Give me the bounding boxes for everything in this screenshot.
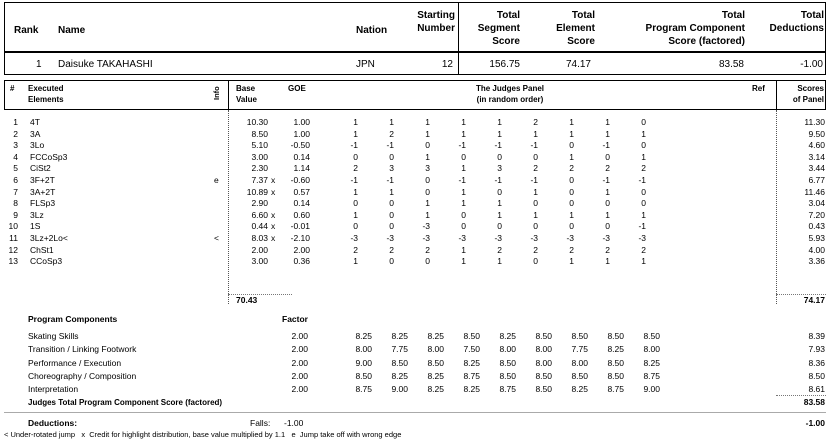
component-judge-score: 8.00	[355, 344, 372, 355]
hdr-pcs-3: Score (factored)	[668, 36, 745, 47]
judge-score: -3	[530, 233, 538, 243]
judge-score: -3	[566, 233, 574, 243]
element-base-value: 0.44	[251, 221, 268, 232]
judge-score: 0	[425, 140, 430, 151]
element-code: FLSp3	[30, 198, 56, 209]
judge-score: -1	[494, 140, 502, 151]
judge-score: -1	[602, 140, 610, 151]
elements-score-total: 74.17	[803, 295, 825, 305]
element-base-value: 2.30	[251, 163, 268, 174]
component-judge-score: 8.25	[499, 331, 516, 341]
judge-score: 0	[533, 221, 538, 232]
judge-score: 2	[641, 163, 646, 174]
component-judge-score: 9.00	[391, 384, 408, 395]
judge-score: 1	[533, 186, 538, 197]
judge-score: 0	[353, 221, 358, 232]
judge-score: -1	[638, 221, 646, 232]
judge-score: 1	[497, 117, 502, 127]
judge-score: -1	[350, 140, 358, 151]
el-hdr-scores-1: Scores	[797, 84, 824, 93]
summary-rank: 1	[36, 59, 42, 70]
judge-score: 1	[353, 209, 358, 220]
component-judge-score: 8.50	[535, 384, 552, 395]
component-judge-score: 8.50	[499, 357, 516, 368]
element-number: 11	[9, 233, 18, 243]
judge-score: 0	[641, 140, 646, 151]
element-base-value: 10.30	[246, 117, 268, 127]
judge-score: 2	[497, 244, 502, 255]
judge-score: 1	[569, 256, 574, 267]
element-goe: 1.00	[293, 128, 310, 139]
judge-score: 0	[389, 209, 394, 220]
judge-score: 0	[533, 256, 538, 267]
component-judge-score: 8.00	[643, 344, 660, 355]
component-judge-score: 8.50	[607, 370, 624, 381]
element-panel-score: 3.04	[808, 198, 825, 209]
hdr-tes-1: Total	[571, 10, 595, 21]
judge-score: 0	[641, 117, 646, 127]
judge-score: 1	[605, 209, 610, 220]
component-name: Transition / Linking Footwork	[28, 344, 137, 355]
element-number: 4	[13, 151, 18, 162]
judge-score: 0	[497, 151, 502, 162]
summary-nation: JPN	[356, 59, 375, 70]
component-judge-score: 8.50	[463, 331, 480, 341]
element-goe: 0.60	[293, 209, 310, 220]
element-number: 1	[13, 117, 18, 127]
element-number: 10	[8, 221, 18, 232]
judge-score: 1	[641, 128, 646, 139]
el-hdr-panel-2: (in random order)	[476, 95, 544, 104]
element-number: 8	[13, 198, 18, 209]
judge-score: 2	[533, 117, 538, 127]
judge-score: 0	[425, 175, 430, 185]
element-code: ChSt1	[30, 244, 54, 255]
el-hdr-goe: GOE	[288, 84, 306, 93]
component-judge-score: 8.00	[499, 344, 516, 355]
element-code: 4T	[30, 117, 40, 127]
component-judge-score: 8.25	[643, 357, 660, 368]
component-judge-score: 8.75	[463, 370, 480, 381]
judge-score: -3	[458, 233, 466, 243]
judge-score: 2	[389, 244, 394, 255]
el-hdr-info: Info	[212, 86, 221, 100]
component-name: Performance / Execution	[28, 357, 122, 368]
judge-score: 1	[461, 186, 466, 197]
component-judge-score: 8.25	[571, 384, 588, 395]
judge-score: 1	[425, 151, 430, 162]
hdr-tes-3: Score	[567, 36, 595, 47]
base-value-total: 70.43	[236, 295, 258, 305]
element-base-value: 2.90	[251, 198, 268, 209]
component-judge-score: 8.50	[571, 331, 588, 341]
judge-score: -3	[422, 221, 430, 232]
judge-score: 0	[497, 221, 502, 232]
elements-header-box	[4, 80, 826, 110]
element-number: 3	[13, 140, 18, 151]
judge-score: 2	[425, 244, 430, 255]
element-code: 3Lo	[30, 140, 45, 151]
judge-score: 1	[461, 244, 466, 255]
element-base-value: 3.00	[251, 151, 268, 162]
judge-score: 1	[425, 128, 430, 139]
element-goe: 0.36	[293, 256, 310, 267]
element-bonus-flag: x	[271, 209, 276, 220]
component-factor: 2.00	[291, 331, 308, 341]
judge-score: 0	[389, 256, 394, 267]
component-judge-score: 8.25	[427, 331, 444, 341]
judge-score: 1	[353, 256, 358, 267]
element-panel-score: 0.43	[808, 221, 825, 232]
judge-score: 2	[605, 163, 610, 174]
judge-score: -3	[638, 233, 646, 243]
element-base-value: 10.89	[246, 186, 268, 197]
hdr-pcs-1: Total	[721, 10, 745, 21]
component-factor: 2.00	[291, 357, 308, 368]
judge-score: -1	[602, 175, 610, 185]
judge-score: -1	[458, 140, 466, 151]
hdr-pcs-2: Program Component	[645, 23, 745, 34]
element-base-value: 8.03	[251, 233, 268, 243]
element-info: e	[214, 175, 219, 185]
el-hdr-scores-2: of Panel	[792, 95, 824, 104]
component-judge-score: 8.25	[355, 331, 372, 341]
component-judge-score: 8.25	[607, 344, 624, 355]
component-judge-score: 8.75	[355, 384, 372, 395]
footnote: < Under-rotated jump x Credit for highlight distribution, base value multiplied by 1.1 e Jump take off with wrong edge	[4, 430, 402, 439]
judge-score: 0	[353, 151, 358, 162]
el-hdr-base-1: Base	[236, 84, 256, 93]
component-judge-score: 8.25	[427, 370, 444, 381]
judge-score: 1	[425, 209, 430, 220]
hdr-rank: Rank	[14, 25, 39, 36]
judge-score: 1	[569, 151, 574, 162]
judge-score: 0	[461, 151, 466, 162]
deductions-total: -1.00	[805, 418, 825, 428]
component-score: 8.39	[808, 331, 825, 341]
falls-value: -1.00	[284, 418, 304, 428]
components-total: 83.58	[803, 397, 825, 407]
judge-score: -1	[530, 140, 538, 151]
hdr-tes-2: Element	[556, 23, 595, 34]
judge-score: 2	[389, 128, 394, 139]
hdr-nation: Nation	[356, 25, 388, 36]
judge-score: 1	[461, 163, 466, 174]
judge-score: 1	[641, 256, 646, 267]
element-panel-score: 7.20	[808, 209, 825, 220]
judge-score: 0	[389, 151, 394, 162]
summary-name: Daisuke TAKAHASHI	[58, 59, 153, 70]
judge-score: 2	[533, 244, 538, 255]
judge-score: 3	[497, 163, 502, 174]
component-name: Choreography / Composition	[28, 370, 137, 381]
summary-start: 12	[441, 59, 453, 70]
element-goe: -0.01	[290, 221, 310, 232]
element-code: 3A	[30, 128, 41, 139]
element-panel-score: 11.30	[804, 117, 825, 127]
component-score: 7.93	[808, 344, 825, 355]
component-name: Interpretation	[28, 384, 79, 395]
components-factor-label: Factor	[282, 314, 308, 324]
judge-score: 0	[353, 198, 358, 209]
judge-score: 0	[461, 221, 466, 232]
element-base-value: 8.50	[251, 128, 268, 139]
judge-score: 0	[461, 209, 466, 220]
element-goe: -0.50	[290, 140, 310, 151]
judge-score: 0	[641, 186, 646, 197]
judge-score: 0	[569, 140, 574, 151]
falls-label: Falls:	[250, 418, 271, 428]
component-judge-score: 8.25	[391, 331, 408, 341]
el-hdr-base-2: Value	[236, 95, 257, 104]
component-judge-score: 7.75	[571, 344, 588, 355]
component-judge-score: 8.50	[355, 370, 372, 381]
component-score: 8.50	[808, 370, 825, 381]
judge-score: 0	[605, 221, 610, 232]
summary-ded: -1.00	[800, 59, 823, 70]
element-panel-score: 4.00	[808, 244, 825, 255]
el-hdr-exec-1: Executed	[28, 84, 64, 93]
component-judge-score: 8.50	[427, 357, 444, 368]
judge-score: 2	[353, 163, 358, 174]
component-judge-score: 8.00	[535, 344, 552, 355]
judge-score: 0	[425, 256, 430, 267]
component-judge-score: 8.50	[607, 331, 624, 341]
hdr-ded-1: Total	[800, 10, 824, 21]
element-panel-score: 3.44	[808, 163, 825, 174]
judge-score: 1	[569, 117, 574, 127]
element-panel-score: 4.60	[808, 140, 825, 151]
judge-score: -3	[422, 233, 430, 243]
judge-score: 1	[641, 151, 646, 162]
judge-score: -1	[386, 140, 394, 151]
el-hdr-num: #	[10, 84, 15, 93]
judge-score: 1	[533, 209, 538, 220]
component-judge-score: 8.25	[463, 357, 480, 368]
element-goe: 2.00	[293, 244, 310, 255]
component-judge-score: 9.00	[355, 357, 372, 368]
component-judge-score: 8.25	[463, 384, 480, 395]
element-goe: 1.14	[293, 163, 310, 174]
el-hdr-panel-1: The Judges Panel	[475, 84, 545, 93]
judge-score: 1	[389, 117, 394, 127]
component-judge-score: 8.50	[499, 370, 516, 381]
element-goe: -0.60	[290, 175, 310, 185]
judge-score: -3	[386, 233, 394, 243]
component-factor: 2.00	[291, 384, 308, 395]
judge-score: 1	[533, 128, 538, 139]
summary-pcs: 83.58	[718, 59, 744, 70]
judge-score: -1	[494, 175, 502, 185]
judge-score: 0	[569, 175, 574, 185]
judge-score: 2	[641, 244, 646, 255]
element-number: 2	[13, 128, 18, 139]
summary-tes: 74.17	[565, 59, 591, 70]
element-panel-score: 5.93	[808, 233, 825, 243]
judge-score: 1	[353, 186, 358, 197]
element-panel-score: 6.77	[808, 175, 825, 185]
judge-score: -1	[530, 175, 538, 185]
judge-score: 0	[605, 198, 610, 209]
element-panel-score: 3.14	[808, 151, 825, 162]
judge-score: 0	[389, 221, 394, 232]
element-code: 3Lz+2Lo<	[30, 233, 68, 243]
judge-score: 2	[569, 163, 574, 174]
judge-score: 1	[353, 117, 358, 127]
judge-score: 1	[605, 117, 610, 127]
judge-score: 1	[353, 128, 358, 139]
judge-score: 2	[605, 244, 610, 255]
element-number: 9	[13, 209, 18, 220]
element-base-value: 5.10	[251, 140, 268, 151]
component-judge-score: 7.50	[463, 344, 480, 355]
element-number: 7	[13, 186, 18, 197]
judge-score: -1	[350, 175, 358, 185]
component-name: Skating Skills	[28, 331, 79, 341]
element-goe: 1.00	[293, 117, 310, 127]
judge-score: 1	[461, 198, 466, 209]
components-title: Program Components	[28, 314, 118, 324]
element-goe: 0.14	[293, 151, 310, 162]
element-code: 3Lz	[30, 209, 44, 220]
judge-score: 1	[605, 256, 610, 267]
hdr-ded-2: Deductions	[769, 23, 824, 34]
judge-score: 0	[569, 186, 574, 197]
judge-score: 2	[533, 163, 538, 174]
element-number: 5	[13, 163, 18, 174]
element-goe: 0.14	[293, 198, 310, 209]
judge-score: 3	[389, 163, 394, 174]
element-bonus-flag: x	[271, 186, 276, 197]
judge-score: 1	[605, 128, 610, 139]
judge-score: 0	[533, 198, 538, 209]
element-number: 12	[8, 244, 18, 255]
judge-score: 1	[461, 256, 466, 267]
judge-score: 3	[425, 163, 430, 174]
hdr-start-2: Number	[417, 23, 455, 34]
judge-score: 1	[497, 198, 502, 209]
judge-score: 1	[425, 117, 430, 127]
element-code: CCoSp3	[30, 256, 63, 267]
component-judge-score: 8.50	[535, 331, 552, 341]
judge-score: -1	[386, 175, 394, 185]
component-judge-score: 8.25	[427, 384, 444, 395]
component-score: 8.61	[808, 384, 825, 395]
component-judge-score: 8.00	[571, 357, 588, 368]
element-base-value: 3.00	[251, 256, 268, 267]
element-panel-score: 11.46	[804, 186, 825, 197]
element-base-value: 2.00	[251, 244, 268, 255]
summary-tss: 156.75	[489, 59, 520, 70]
judge-score: 1	[641, 209, 646, 220]
judge-score: 0	[533, 151, 538, 162]
judge-score: 2	[569, 244, 574, 255]
judge-score: 0	[569, 221, 574, 232]
judge-score: -3	[494, 233, 502, 243]
judge-score: 1	[605, 186, 610, 197]
hdr-name: Name	[58, 25, 86, 36]
judge-score: 1	[497, 128, 502, 139]
judge-score: 1	[389, 186, 394, 197]
component-factor: 2.00	[291, 344, 308, 355]
element-bonus-flag: x	[271, 175, 276, 185]
component-judge-score: 7.75	[391, 344, 408, 355]
judge-score: -1	[458, 175, 466, 185]
component-factor: 2.00	[291, 370, 308, 381]
judge-score: 0	[389, 198, 394, 209]
element-bonus-flag: x	[271, 233, 276, 243]
hdr-tss-2: Segment	[477, 23, 520, 34]
judge-score: 2	[353, 244, 358, 255]
judge-score: -3	[602, 233, 610, 243]
component-judge-score: 8.75	[607, 384, 624, 395]
judge-score: 1	[569, 209, 574, 220]
component-judge-score: 8.50	[535, 370, 552, 381]
judge-score: 1	[497, 209, 502, 220]
components-total-label: Judges Total Program Component Score (factored)	[28, 398, 223, 407]
component-judge-score: 8.25	[391, 370, 408, 381]
judge-score: 0	[425, 186, 430, 197]
judge-score: 1	[425, 198, 430, 209]
element-bonus-flag: x	[271, 221, 276, 232]
element-info: <	[214, 233, 219, 243]
judge-score: -3	[350, 233, 358, 243]
judge-score: 0	[497, 186, 502, 197]
judge-score: 0	[641, 198, 646, 209]
component-judge-score: 8.50	[643, 331, 660, 341]
component-score: 8.36	[808, 357, 825, 368]
element-panel-score: 9.50	[808, 128, 825, 139]
component-judge-score: 8.75	[643, 370, 660, 381]
component-judge-score: 8.50	[391, 357, 408, 368]
deductions-label: Deductions:	[28, 418, 78, 428]
element-number: 13	[8, 256, 18, 267]
element-code: FCCoSp3	[30, 151, 68, 162]
component-judge-score: 8.00	[427, 344, 444, 355]
hdr-start-1: Starting	[417, 10, 455, 21]
element-goe: 0.57	[293, 186, 310, 197]
element-base-value: 6.60	[251, 209, 268, 220]
component-judge-score: 9.00	[643, 384, 660, 395]
judge-score: 1	[497, 256, 502, 267]
component-judge-score: 8.50	[571, 370, 588, 381]
hdr-tss-1: Total	[496, 10, 520, 21]
element-number: 6	[13, 175, 18, 185]
judge-score: -1	[638, 175, 646, 185]
element-code: 3F+2T	[30, 175, 55, 185]
component-judge-score: 8.75	[499, 384, 516, 395]
hdr-tss-3: Score	[492, 36, 520, 47]
judge-score: 1	[569, 128, 574, 139]
element-base-value: 7.37	[251, 175, 268, 185]
element-panel-score: 3.36	[808, 256, 825, 267]
element-code: CiSt2	[30, 163, 51, 174]
judge-score: 1	[461, 128, 466, 139]
component-judge-score: 8.50	[607, 357, 624, 368]
judge-score: 0	[605, 151, 610, 162]
element-code: 3A+2T	[30, 186, 56, 197]
judge-score: 0	[569, 198, 574, 209]
judge-score: 1	[461, 117, 466, 127]
element-goe: -2.10	[290, 233, 310, 243]
component-judge-score: 8.00	[535, 357, 552, 368]
el-hdr-ref: Ref	[752, 84, 765, 93]
element-code: 1S	[30, 221, 41, 232]
el-hdr-exec-2: Elements	[28, 95, 64, 104]
